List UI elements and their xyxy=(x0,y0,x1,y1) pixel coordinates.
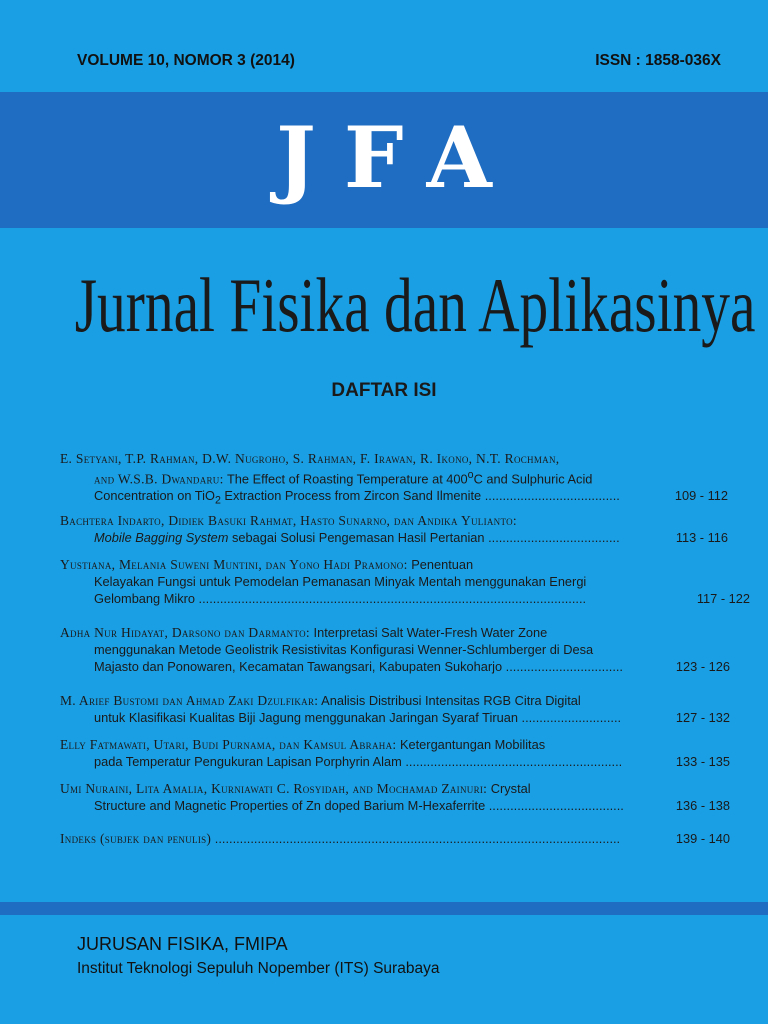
toc-title: Interpretasi Salt Water-Fresh Water Zone xyxy=(309,625,548,640)
toc-title: The Effect of Roasting Temperature at 400 xyxy=(223,471,468,487)
journal-logo: JFA xyxy=(276,108,520,207)
toc-authors: Indeks (subjek dan penulis) xyxy=(60,831,212,846)
toc-authors: Yustiana, Melania Suweni Muntini, dan Yono Hadi Pramono: xyxy=(60,557,408,572)
toc-title: Mobile Bagging System xyxy=(94,530,229,545)
toc-entry: M. Arief Bustomi dan Ahmad Zaki Dzulfikar: Analisis Distribusi Intensitas RGB Citra Digital untuk Klasifikasi Kualitas Biji Jagung menggunakan Jaringan Syaraf Tiruan ............................ 127 - 132 xyxy=(60,693,730,725)
footer-divider xyxy=(0,902,768,915)
volume-label: VOLUME 10, NOMOR 3 (2014) xyxy=(77,52,295,69)
toc-pages: 113 - 116 xyxy=(675,530,728,545)
toc-authors: and W.S.B. Dwandaru: xyxy=(94,471,224,487)
institution-name: Institut Teknologi Sepuluh Nopember (ITS) Surabaya xyxy=(77,960,440,977)
toc-entry: Bachtera Indarto, Didiek Basuki Rahmat, Hasto Sunarno, dan Andika Yulianto: Mobile Bagging System sebagai Solusi Pengemasan Hasil Pertanian ..................................... 113 - 116 xyxy=(60,513,728,545)
toc-entry: Umi Nuraini, Lita Amalia, Kurniawati C. Rosyidah, and Mochamad Zainuri: Crystal Structure and Magnetic Properties of Zn doped Barium M-Hexaferrite ...................................... 136 - 138 xyxy=(60,781,730,813)
toc-authors: E. Setyani, T.P. Rahman, D.W. Nugroho, S. Rahman, F. Irawan, R. Ikono, N.T. Rochman, xyxy=(60,451,560,466)
toc-pages: 109 - 112 xyxy=(674,488,728,504)
toc-entry: Yustiana, Melania Suweni Muntini, dan Yono Hadi Pramono: Penentuan Kelayakan Fungsi untuk Pemodelan Pemanasan Minyak Mentah menggunakan Energi Gelombang Mikro ............................................................................................................. 117 - 122 xyxy=(60,557,750,606)
toc-title: Analisis Distribusi Intensitas RGB Citra Digital xyxy=(318,693,581,708)
toc-entry: Adha Nur Hidayat, Darsono dan Darmanto: Interpretasi Salt Water-Fresh Water Zone menggunakan Metode Geolistrik Resistivitas Konfigurasi Wenner-Schlumberger di Desa Majasto dan Ponowaren, Kecamatan Tawangsari, Kabupaten Sukoharjo ................................. 123 - 126 xyxy=(60,624,740,675)
journal-title: Jurnal Fisika dan Aplikasinya xyxy=(74,264,756,349)
toc-title: Crystal xyxy=(487,781,531,796)
issn-label: ISSN : 1858-036X xyxy=(595,52,721,69)
toc-pages: 127 - 132 xyxy=(675,710,730,725)
toc-authors: M. Arief Bustomi dan Ahmad Zaki Dzulfikar: xyxy=(60,693,319,708)
toc-pages: 136 - 138 xyxy=(675,798,730,813)
toc-authors: Adha Nur Hidayat, Darsono dan Darmanto: xyxy=(60,625,310,640)
toc-pages: 123 - 126 xyxy=(675,659,730,674)
department-name: JURUSAN FISIKA, FMIPA xyxy=(77,934,288,954)
toc-entry: E. Setyani, T.P. Rahman, D.W. Nugroho, S. Rahman, F. Irawan, R. Ikono, N.T. Rochman, and W.S.B. Dwandaru: The Effect of Roasting Temperature at 400$^o$C and Sulphuric Acid Concentration on TiO$_2$ Extraction Process from Zircon Sand Ilmenite ...................................... 109 - 112 xyxy=(60,451,728,507)
toc-pages: 139 - 140 xyxy=(675,831,730,846)
toc-entry: Indeks (subjek dan penulis) .................................................................................................................. 139 - 140 xyxy=(60,831,730,846)
toc-authors: Bachtera Indarto, Didiek Basuki Rahmat, Hasto Sunarno, dan Andika Yulianto: xyxy=(60,513,517,528)
toc-title: Concentration on TiO xyxy=(94,488,215,504)
toc-title: Ketergantungan Mobilitas xyxy=(396,737,546,752)
header-bar xyxy=(0,50,768,74)
toc-pages: 117 - 122 xyxy=(696,591,750,606)
toc-title: menggunakan Metode Geolistrik Resistivitas Konfigurasi Wenner-Schlumberger di Desa xyxy=(94,642,594,657)
toc-heading: DAFTAR ISI xyxy=(331,380,437,401)
toc-authors: Elly Fatmawati, Utari, Budi Purnama, dan Kamsul Abraha: xyxy=(60,737,397,752)
toc-title: Penentuan xyxy=(407,557,474,572)
toc-authors: Umi Nuraini, Lita Amalia, Kurniawati C. Rosyidah, and Mochamad Zainuri: xyxy=(60,781,488,796)
toc-title: Kelayakan Fungsi untuk Pemodelan Pemanasan Minyak Mentah menggunakan Energi xyxy=(94,574,587,589)
toc-pages: 133 - 135 xyxy=(675,754,730,769)
toc-entry: Elly Fatmawati, Utari, Budi Purnama, dan Kamsul Abraha: Ketergantungan Mobilitas pada Temperatur Pengukuran Lapisan Porphyrin Alam ............................................................. 133 - 135 xyxy=(60,737,730,769)
